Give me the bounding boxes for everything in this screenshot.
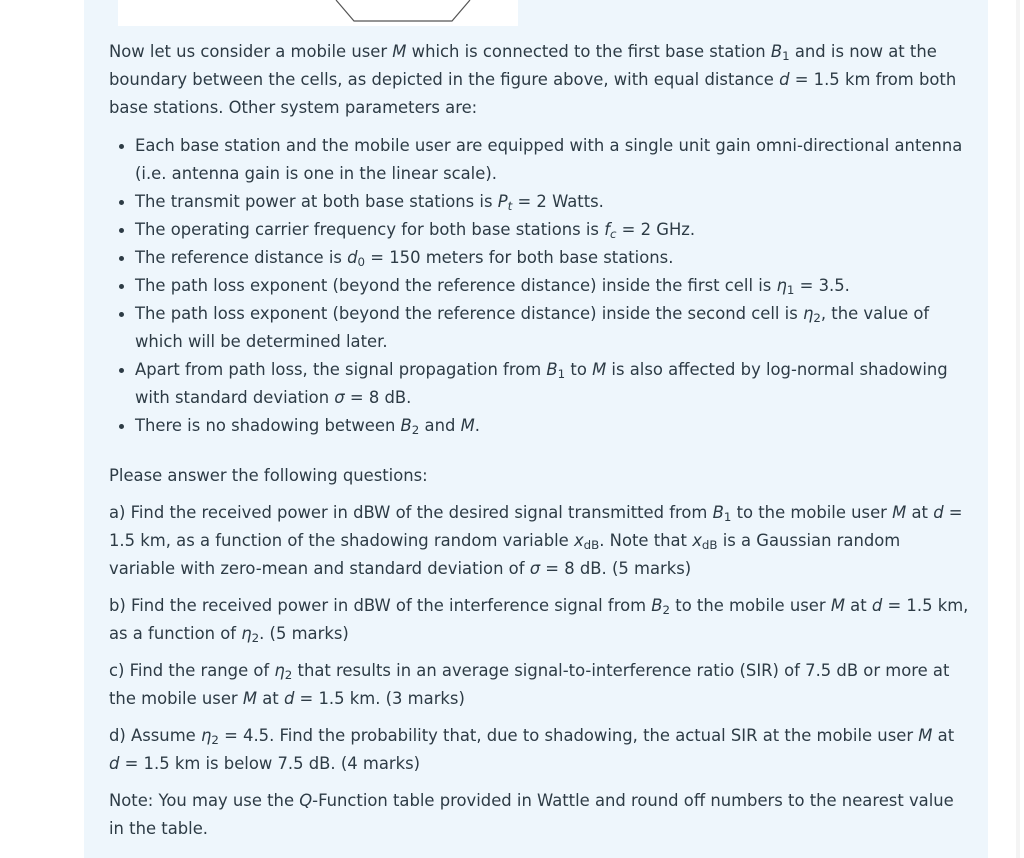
scrollbar[interactable] xyxy=(1016,0,1020,858)
list-item: • Each base station and the mobile user are equipped with a single unit gain omni-directional antenna (i.e. antenna gain is one in the linear scale). xyxy=(135,132,969,188)
hexagon-cell-icon xyxy=(118,0,518,26)
parameter-list xyxy=(109,132,969,440)
list-item: • The path loss exponent (beyond the reference distance) inside the second cell is $\eta_2$, the value of which will be determined later. xyxy=(135,300,969,356)
list-item: • There is no shadowing between $B_2$ and M. xyxy=(135,412,969,440)
questions-header: Please answer the following questions: xyxy=(109,466,428,485)
question-b: b) Find the received power in dBW of the interference signal from $B_2$ to the mobile user M at d = 1.5 km, as a function of $\eta_2$. (5 marks) xyxy=(109,596,969,645)
list-item: • The reference distance is $d_0 = 150$ meters for both base stations. xyxy=(135,244,969,272)
cell-figure xyxy=(118,0,518,26)
note-paragraph: Note: You may use the Q-Function table provided in Wattle and round off numbers to the nearest value in the table. xyxy=(109,791,954,838)
question-text xyxy=(109,38,969,852)
list-item: • The transmit power at both base stations is $P_t = 2$ Watts. xyxy=(135,188,969,216)
list-item: • The path loss exponent (beyond the reference distance) inside the first cell is $\eta_1 = 3.5$. xyxy=(135,272,969,300)
list-item: • Apart from path loss, the signal propagation from $B_1$ to M is also affected by log-normal shadowing with standard deviation σ = 8 dB. xyxy=(135,356,969,412)
list-item: • The operating carrier frequency for both base stations is $f_c = 2$ GHz. xyxy=(135,216,969,244)
question-c: c) Find the range of $\eta_2$ that results in an average signal-to-interference ratio (SIR) of 7.5 dB or more at the mobile user M at d = 1.5 km. (3 marks) xyxy=(109,661,950,708)
intro-paragraph: Now let us consider a mobile user M which is connected to the first base station $B_1$ and is now at the boundary between the cells, as depicted in the figure above, with equal distance d = 1.5 km from both base stations. Other system parameters are: xyxy=(109,42,957,117)
question-a: a) Find the received power in dBW of the desired signal transmitted from $B_1$ to the mobile user M at d = 1.5 km, as a function of the shadowing random variable $x_{dB}$. Note that $x_{dB}$ is a Gaussian random variable with zero-mean and standard deviation of σ = 8 dB. (5 marks) xyxy=(109,503,963,578)
question-d: d) Assume $\eta_2 = 4.5$. Find the probability that, due to shadowing, the actual SIR at the mobile user M at d = 1.5 km is below 7.5 dB. (4 marks) xyxy=(109,726,955,773)
